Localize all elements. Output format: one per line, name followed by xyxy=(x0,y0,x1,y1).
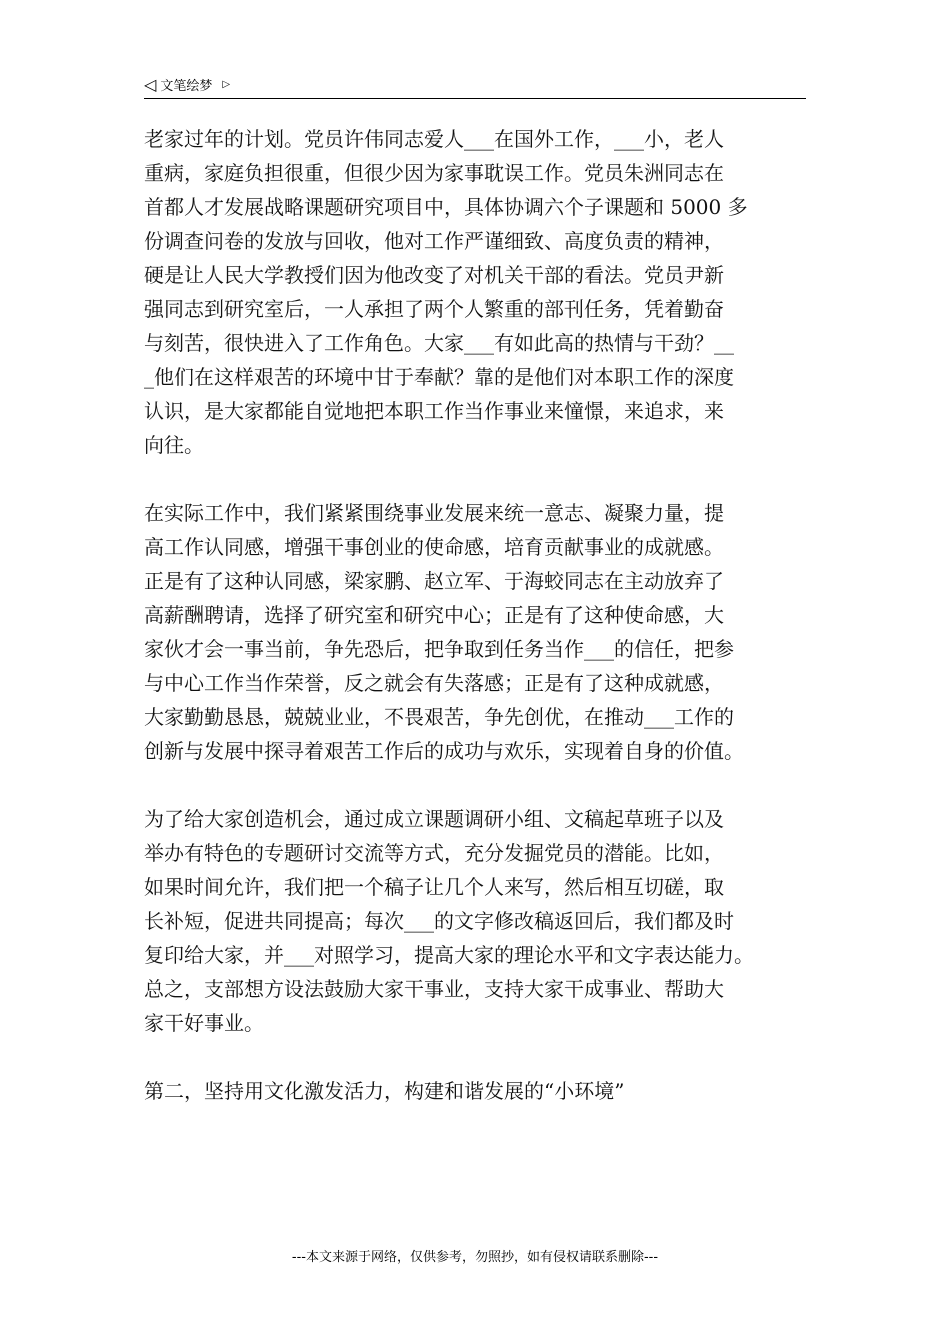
text-line: 家干好事业。 xyxy=(144,1011,264,1035)
paragraph xyxy=(144,496,812,768)
text-line: 强同志到研究室后，一人承担了两个人繁重的部刊任务，凭着勤奋 xyxy=(144,297,724,321)
header-title: 文笔绘梦 xyxy=(160,79,213,94)
text-line: 如果时间允许，我们把一个稿子让几个人来写，然后相互切磋，取 xyxy=(144,875,724,899)
header-brand xyxy=(144,75,230,94)
text-line: 正是有了这种认同感，梁家鹏、赵立军、于海蛟同志在主动放弃了 xyxy=(144,569,724,593)
text-line: 高工作认同感，增强干事创业的使命感，培育贡献事业的成就感。 xyxy=(144,535,724,559)
paragraph-gap xyxy=(144,768,812,802)
text-line: 家伙才会一事当前，争先恐后，把争取到任务当作___的信任，把参 xyxy=(144,637,734,661)
text-line: 重病，家庭负担很重，但很少因为家事耽误工作。党员朱洲同志在 xyxy=(144,161,724,185)
text-line: 老家过年的计划。党员许伟同志爱人___在国外工作，___小，老人 xyxy=(144,127,724,151)
text-line: 总之，支部想方设法鼓励大家干事业，支持大家干成事业、帮助大 xyxy=(144,977,724,1001)
text-line: 为了给大家创造机会，通过成立课题调研小组、文稿起草班子以及 xyxy=(144,807,724,831)
paragraph xyxy=(144,122,812,462)
text-line: 大家勤勤恳恳，兢兢业业，不畏艰苦，争先创优，在推动___工作的 xyxy=(144,705,734,729)
text-line: 向往。 xyxy=(144,433,204,457)
text-line: 长补短，促进共同提高；每次___的文字修改稿返回后，我们都及时 xyxy=(144,909,734,933)
page-header xyxy=(144,72,806,99)
text-line: 第二，坚持用文化激发活力，构建和谐发展的“小环境” xyxy=(144,1079,625,1103)
paragraph-gap xyxy=(144,462,812,496)
text-line: 份调查问卷的发放与回收，他对工作严谨细致、高度负责的精神， xyxy=(144,229,724,253)
page-footer: ---本文来源于网络，仅供参考，勿照抄，如有侵权请联系删除--- xyxy=(291,1250,659,1265)
left-triangle-icon: ◁ xyxy=(144,74,157,94)
text-line: 复印给大家，并___对照学习，提高大家的理论水平和文字表达能力。 xyxy=(144,943,754,967)
text-line: 与刻苦，很快进入了工作角色。大家___有如此高的热情与干劲？__ xyxy=(144,331,734,355)
text-line: 创新与发展中探寻着艰苦工作后的成功与欢乐，实现着自身的价值。 xyxy=(144,739,744,763)
text-line: 认识，是大家都能自觉地把本职工作当作事业来憧憬，来追求，来 xyxy=(144,399,724,423)
text-line: 高薪酬聘请，选择了研究室和研究中心；正是有了这种使命感，大 xyxy=(144,603,724,627)
paragraph xyxy=(144,802,812,1040)
text-line: 举办有特色的专题研讨交流等方式，充分发掘党员的潜能。比如， xyxy=(144,841,724,865)
paragraph xyxy=(144,1074,812,1108)
text-line: _他们在这样艰苦的环境中甘于奉献？靠的是他们对本职工作的深度 xyxy=(144,365,734,389)
text-line: 在实际工作中，我们紧紧围绕事业发展来统一意志、凝聚力量，提 xyxy=(144,501,724,525)
document-body xyxy=(144,122,812,1108)
text-line: 首都人才发展战略课题研究项目中，具体协调六个子课题和 5000 多 xyxy=(144,195,748,219)
text-line: 硬是让人民大学教授们因为他改变了对机关干部的看法。党员尹新 xyxy=(144,263,724,287)
right-triangle-icon: ▷ xyxy=(222,79,231,90)
paragraph-gap xyxy=(144,1040,812,1074)
text-line: 与中心工作当作荣誉，反之就会有失落感；正是有了这种成就感， xyxy=(144,671,724,695)
